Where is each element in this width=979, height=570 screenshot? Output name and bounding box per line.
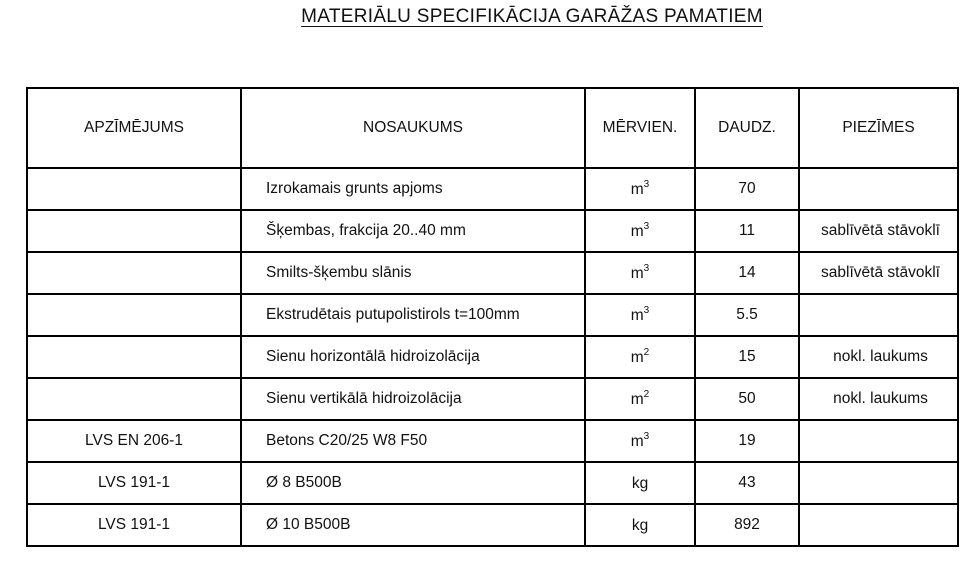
table-row bbox=[27, 168, 958, 210]
cell-qty: 19 bbox=[695, 420, 799, 462]
cell-code: LVS EN 206-1 bbox=[27, 420, 241, 462]
unit-base: kg bbox=[631, 475, 649, 492]
cell-unit bbox=[585, 210, 695, 252]
cell-unit bbox=[585, 252, 695, 294]
unit-base: m bbox=[630, 265, 644, 282]
unit-base: m bbox=[630, 307, 644, 324]
unit-base: m bbox=[630, 391, 644, 408]
table-row bbox=[27, 252, 958, 294]
header-unit: MĒRVIEN. bbox=[585, 88, 695, 168]
cell-note: nokl. laukums bbox=[799, 336, 958, 378]
header-qty: DAUDZ. bbox=[695, 88, 799, 168]
table-body bbox=[27, 168, 958, 546]
cell-code bbox=[27, 252, 241, 294]
cell-unit bbox=[585, 336, 695, 378]
document-title bbox=[0, 6, 979, 28]
cell-note bbox=[799, 462, 958, 504]
cell-qty: 5.5 bbox=[695, 294, 799, 336]
cell-name: Sienu horizontālā hidroizolācija bbox=[241, 336, 585, 378]
cell-code bbox=[27, 168, 241, 210]
header-code: APZĪMĒJUMS bbox=[27, 88, 241, 168]
material-spec-table bbox=[26, 87, 959, 547]
cell-code bbox=[27, 336, 241, 378]
unit-base: kg bbox=[631, 517, 649, 534]
cell-note: nokl. laukums bbox=[799, 378, 958, 420]
cell-name: Izrokamais grunts apjoms bbox=[241, 168, 585, 210]
cell-qty: 50 bbox=[695, 378, 799, 420]
cell-unit bbox=[585, 378, 695, 420]
cell-note bbox=[799, 294, 958, 336]
cell-unit bbox=[585, 504, 695, 546]
table-row bbox=[27, 210, 958, 252]
cell-qty: 15 bbox=[695, 336, 799, 378]
unit-exponent: 3 bbox=[643, 431, 650, 442]
table-row bbox=[27, 462, 958, 504]
cell-note: sablīvētā stāvoklī bbox=[799, 252, 958, 294]
unit-exponent: 3 bbox=[643, 305, 650, 316]
unit-base: m bbox=[630, 433, 644, 450]
cell-note bbox=[799, 168, 958, 210]
cell-unit bbox=[585, 168, 695, 210]
table-header-row bbox=[27, 88, 958, 168]
cell-code bbox=[27, 294, 241, 336]
cell-name: Sienu vertikālā hidroizolācija bbox=[241, 378, 585, 420]
document-title-text: MATERIĀLU SPECIFIKĀCIJA GARĀŽAS PAMATIEM bbox=[301, 6, 763, 27]
unit-exponent: 3 bbox=[643, 263, 650, 274]
cell-name: Šķembas, frakcija 20..40 mm bbox=[241, 210, 585, 252]
cell-name: Smilts-šķembu slānis bbox=[241, 252, 585, 294]
cell-code bbox=[27, 210, 241, 252]
cell-name: Betons C20/25 W8 F50 bbox=[241, 420, 585, 462]
unit-base: m bbox=[630, 349, 644, 366]
cell-note bbox=[799, 420, 958, 462]
cell-note bbox=[799, 504, 958, 546]
cell-qty: 70 bbox=[695, 168, 799, 210]
cell-name: Ekstrudētais putupolistirols t=100mm bbox=[241, 294, 585, 336]
cell-qty: 43 bbox=[695, 462, 799, 504]
unit-base: m bbox=[630, 181, 644, 198]
cell-name: Ø 8 B500B bbox=[241, 462, 585, 504]
cell-code: LVS 191-1 bbox=[27, 504, 241, 546]
unit-exponent: 2 bbox=[643, 347, 650, 358]
table-row bbox=[27, 420, 958, 462]
cell-name: Ø 10 B500B bbox=[241, 504, 585, 546]
cell-qty: 892 bbox=[695, 504, 799, 546]
table-row bbox=[27, 294, 958, 336]
unit-exponent: 3 bbox=[643, 179, 650, 190]
cell-qty: 11 bbox=[695, 210, 799, 252]
cell-unit bbox=[585, 294, 695, 336]
cell-note: sablīvētā stāvoklī bbox=[799, 210, 958, 252]
table-row bbox=[27, 336, 958, 378]
cell-code: LVS 191-1 bbox=[27, 462, 241, 504]
header-note: PIEZĪMES bbox=[799, 88, 958, 168]
header-name: NOSAUKUMS bbox=[241, 88, 585, 168]
table-row bbox=[27, 504, 958, 546]
cell-qty: 14 bbox=[695, 252, 799, 294]
unit-exponent: 3 bbox=[643, 221, 650, 232]
unit-base: m bbox=[630, 223, 644, 240]
table-row bbox=[27, 378, 958, 420]
unit-exponent: 2 bbox=[643, 389, 650, 400]
cell-unit bbox=[585, 420, 695, 462]
cell-code bbox=[27, 378, 241, 420]
cell-unit bbox=[585, 462, 695, 504]
